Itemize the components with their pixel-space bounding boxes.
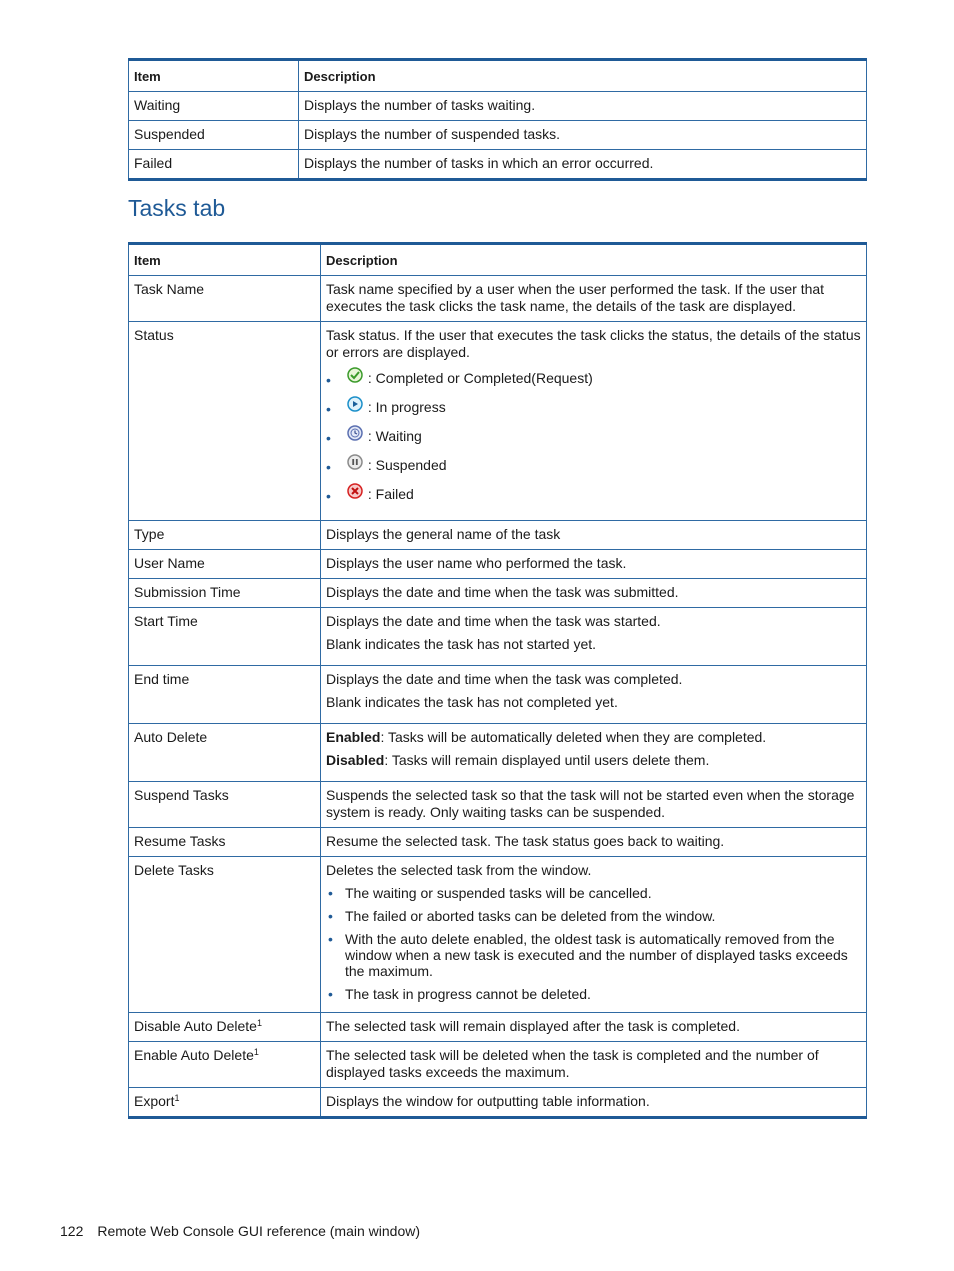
- item-cell: Submission Time: [129, 579, 321, 608]
- list-item: [326, 425, 861, 454]
- description-cell: Resume the selected task. The task status goes back to waiting.: [321, 828, 867, 857]
- row-suspend-tasks: [129, 782, 867, 828]
- status-label: : Completed or Completed(Request): [367, 370, 593, 386]
- description-cell: Displays the date and time when the task was submitted.: [321, 579, 867, 608]
- description-cell: Displays the user name who performed the task.: [321, 550, 867, 579]
- description-line: Blank indicates the task has not completed yet.: [326, 694, 618, 710]
- enabled-description: : Tasks will be automatically deleted when they are completed.: [380, 729, 767, 745]
- description-line: [326, 752, 861, 769]
- waiting-icon: [346, 425, 364, 443]
- status-label: : Waiting: [367, 428, 422, 444]
- list-item: • The waiting or suspended tasks will be cancelled.: [326, 885, 861, 901]
- description-cell: Displays the number of tasks in which an error occurred.: [299, 150, 867, 180]
- item-cell: User Name: [129, 550, 321, 579]
- row-delete-tasks: [129, 857, 867, 1013]
- header-item: Item: [129, 60, 299, 92]
- row-resume-tasks: [129, 828, 867, 857]
- row-end-time: [129, 666, 867, 724]
- description-cell: Displays the number of suspended tasks.: [299, 121, 867, 150]
- row-submission-time: [129, 579, 867, 608]
- list-item: • With the auto delete enabled, the oldest task is automatically removed from the window when a new task is executed and the number of displayed tasks exceeds the maximum.: [326, 931, 861, 979]
- row-type: [129, 521, 867, 550]
- status-icon-list: [326, 367, 861, 512]
- list-item: [326, 396, 861, 425]
- enabled-label: Enabled: [326, 729, 381, 745]
- footer-title: Remote Web Console GUI reference (main window): [97, 1223, 421, 1239]
- status-label: : Suspended: [367, 457, 447, 473]
- item-cell: End time: [129, 666, 321, 724]
- header-description: Description: [321, 244, 867, 276]
- description-cell: Task name specified by a user when the user performed the task. If the user that executes the task clicks the task name, the details of the task are displayed.: [321, 276, 867, 322]
- row-task-name: [129, 276, 867, 322]
- description-line: [326, 729, 861, 746]
- table-header-row: [129, 244, 867, 276]
- delete-notes-list: [326, 885, 861, 1002]
- page-number: 122: [60, 1223, 84, 1239]
- in-progress-icon: [346, 396, 364, 414]
- header-description: Description: [299, 60, 867, 92]
- completed-icon: [346, 367, 364, 385]
- footnote-marker: 1: [174, 1093, 180, 1103]
- status-description: Task status. If the user that executes the task clicks the status, the details of the status or errors are displayed.: [326, 327, 861, 360]
- tasks-table-container: [128, 242, 867, 1119]
- section-title: Tasks tab: [128, 195, 226, 221]
- item-cell: Suspended: [129, 121, 299, 150]
- table-row: [129, 121, 867, 150]
- failed-icon: [346, 483, 364, 501]
- list-item: [326, 367, 861, 396]
- row-enable-auto-delete: [129, 1042, 867, 1088]
- list-item: [326, 454, 861, 483]
- item-cell: Waiting: [129, 92, 299, 121]
- item-label: Enable Auto Delete: [134, 1047, 254, 1063]
- description-cell: Displays the window for outputting table information.: [321, 1088, 867, 1118]
- row-auto-delete: [129, 724, 867, 782]
- list-item: [326, 483, 861, 512]
- item-cell: [129, 1042, 321, 1088]
- description-cell: The selected task will be deleted when the task is completed and the number of displayed tasks exceeds the maximum.: [321, 1042, 867, 1088]
- item-cell: [129, 1088, 321, 1118]
- row-disable-auto-delete: [129, 1013, 867, 1042]
- item-cell: Auto Delete: [129, 724, 321, 782]
- disabled-description: : Tasks will remain displayed until users delete them.: [384, 752, 710, 768]
- top-table-container: [128, 58, 867, 181]
- disabled-label: Disabled: [326, 752, 385, 768]
- description-cell: Displays the general name of the task: [321, 521, 867, 550]
- header-item: Item: [129, 244, 321, 276]
- status-label: : Failed: [367, 486, 414, 502]
- item-cell: Start Time: [129, 608, 321, 666]
- description-cell: [321, 322, 867, 521]
- description-cell: [321, 724, 867, 782]
- suspended-icon: [346, 454, 364, 472]
- description-cell: [321, 666, 867, 724]
- description-line: Displays the date and time when the task was started.: [326, 613, 661, 629]
- table-row: [129, 92, 867, 121]
- footnote-marker: 1: [256, 1018, 262, 1028]
- list-item: • The task in progress cannot be deleted.: [326, 986, 861, 1002]
- description-cell: The selected task will remain displayed after the task is completed.: [321, 1013, 867, 1042]
- status-label: : In progress: [367, 399, 446, 415]
- row-start-time: [129, 608, 867, 666]
- description-cell: [321, 857, 867, 1013]
- item-cell: Suspend Tasks: [129, 782, 321, 828]
- table-row: [129, 150, 867, 180]
- item-cell: Type: [129, 521, 321, 550]
- description-line: Deletes the selected task from the window.: [326, 862, 592, 878]
- page-footer: [60, 1223, 420, 1239]
- description-line: Displays the date and time when the task was completed.: [326, 671, 683, 687]
- item-label: Export: [134, 1093, 175, 1109]
- item-cell: Failed: [129, 150, 299, 180]
- item-cell: Status: [129, 322, 321, 521]
- description-line: Blank indicates the task has not started yet.: [326, 636, 597, 652]
- tasks-reference-table: [128, 242, 867, 1119]
- item-cell: Delete Tasks: [129, 857, 321, 1013]
- description-cell: Displays the number of tasks waiting.: [299, 92, 867, 121]
- row-user-name: [129, 550, 867, 579]
- description-cell: Suspends the selected task so that the task will not be started even when the storage system is ready. Only waiting tasks can be suspended.: [321, 782, 867, 828]
- item-cell: Task Name: [129, 276, 321, 322]
- table-header-row: [129, 60, 867, 92]
- row-export: [129, 1088, 867, 1118]
- item-label: Disable Auto Delete: [134, 1018, 257, 1034]
- description-cell: [321, 608, 867, 666]
- top-reference-table: [128, 58, 867, 181]
- item-cell: Resume Tasks: [129, 828, 321, 857]
- row-status: [129, 322, 867, 521]
- footnote-marker: 1: [253, 1047, 259, 1057]
- item-cell: [129, 1013, 321, 1042]
- list-item: • The failed or aborted tasks can be deleted from the window.: [326, 908, 861, 924]
